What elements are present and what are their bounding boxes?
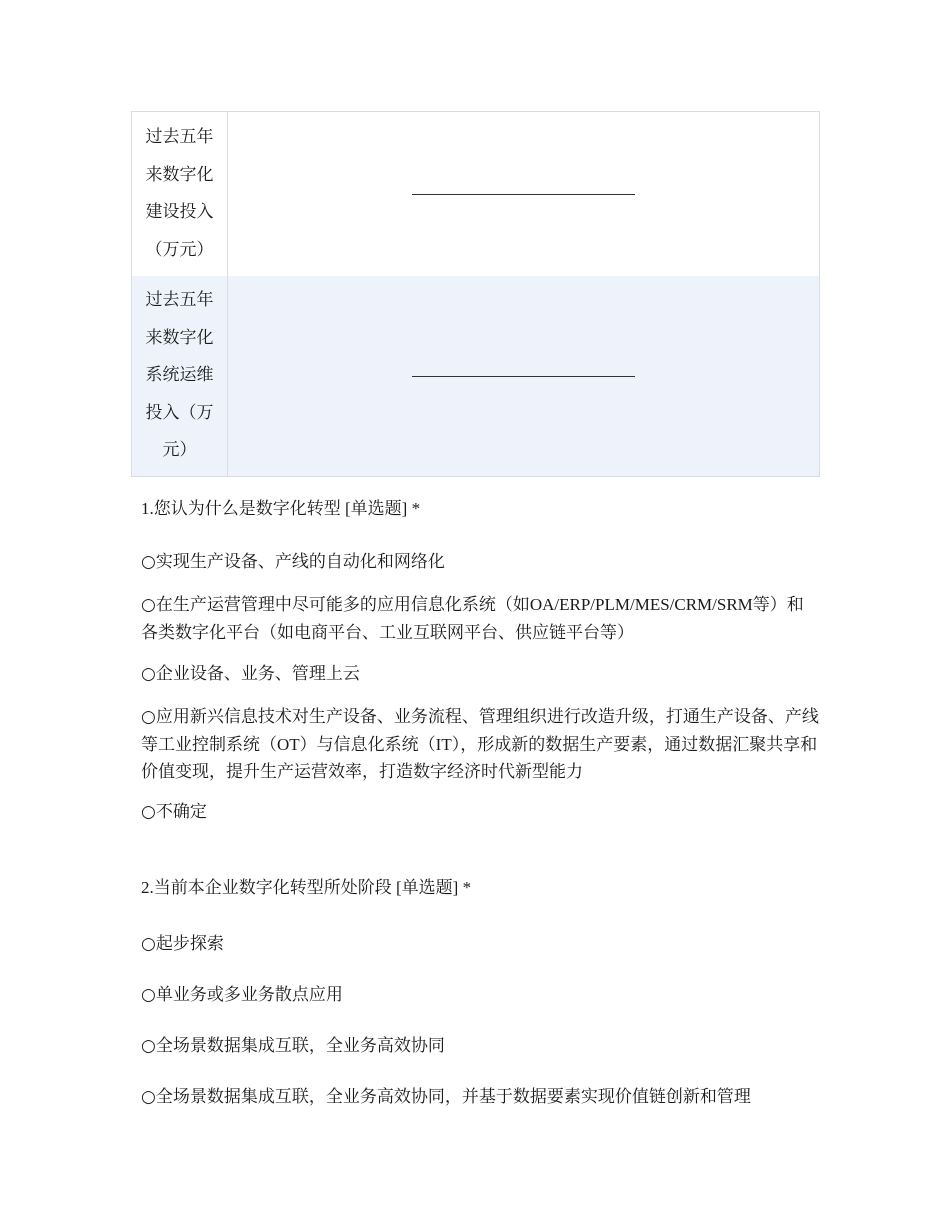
radio-option[interactable] [141, 1032, 820, 1060]
option-label: 实现生产设备、产线的自动化和网络化 [155, 552, 445, 571]
radio-circle-icon[interactable]: ○ [141, 552, 156, 572]
radio-option[interactable] [141, 1083, 820, 1111]
label-line: 过去五年 [145, 290, 214, 311]
label-line: 建设投入 [145, 202, 214, 222]
radio-option[interactable] [141, 703, 820, 785]
option-label: 全场景数据集成互联，全业务高效协同 [155, 1036, 445, 1055]
label-line: 元） [162, 440, 197, 461]
option-label: 不确定 [155, 802, 207, 821]
question-title: 1.您认为什么是数字化转型 [单选题] * [141, 499, 421, 518]
radio-circle-icon[interactable]: ○ [141, 664, 156, 684]
radio-option[interactable] [141, 981, 820, 1009]
option-label: 起步探索 [155, 934, 224, 953]
question-title: 2.当前本企业数字化转型所处阶段 [单选题] * [141, 878, 472, 897]
option-label: 应用新兴信息技术对生产设备、业务流程、管理组织进行改造升级，打通生产设备、产线等工业控制系统（OT）与信息化系统（IT），形成新的数据生产要素，通过数据汇聚共享和价值变现，提升生产运营效率，打造数字经济时代新型能力 [141, 707, 819, 781]
radio-circle-icon[interactable]: ○ [141, 934, 156, 954]
label-line: 来数字化 [145, 327, 214, 348]
row-label [132, 276, 228, 477]
fill-in-blank[interactable] [412, 376, 635, 377]
label-line: （万元） [145, 239, 214, 260]
question-1 [131, 496, 820, 826]
label-line: 投入（万 [145, 402, 214, 423]
radio-circle-icon[interactable]: ○ [141, 802, 156, 822]
survey-page [131, 111, 820, 1111]
radio-circle-icon[interactable]: ○ [141, 595, 156, 615]
option-label: 全场景数据集成互联，全业务高效协同，并基于数据要素实现价值链创新和管理 [155, 1087, 751, 1106]
radio-option[interactable] [141, 930, 820, 958]
radio-option[interactable] [141, 660, 820, 688]
radio-circle-icon[interactable]: ○ [141, 1087, 156, 1107]
label-line: 过去五年 [145, 127, 214, 147]
question-2 [131, 875, 820, 1111]
label-line: 系统运维 [145, 365, 214, 386]
radio-circle-icon[interactable]: ○ [141, 707, 156, 727]
table-row [132, 276, 820, 477]
radio-circle-icon[interactable]: ○ [141, 985, 156, 1005]
radio-option[interactable] [141, 548, 820, 576]
row-label [132, 112, 228, 277]
investment-table [131, 111, 820, 477]
option-label: 在生产运营管理中尽可能多的应用信息化系统（如OA/ERP/PLM/MES/CRM/SRM等）和各类数字化平台（如电商平台、工业互联网平台、供应链平台等） [141, 595, 804, 642]
fill-in-blank[interactable] [412, 194, 635, 195]
radio-circle-icon[interactable]: ○ [141, 1036, 156, 1056]
radio-option[interactable] [141, 591, 820, 646]
radio-option[interactable] [141, 798, 820, 826]
option-label: 企业设备、业务、管理上云 [155, 664, 360, 683]
option-label: 单业务或多业务散点应用 [155, 985, 343, 1004]
label-line: 来数字化 [145, 164, 214, 185]
table-row [132, 112, 820, 277]
answer-cell[interactable] [228, 276, 820, 477]
answer-cell[interactable] [228, 112, 820, 277]
